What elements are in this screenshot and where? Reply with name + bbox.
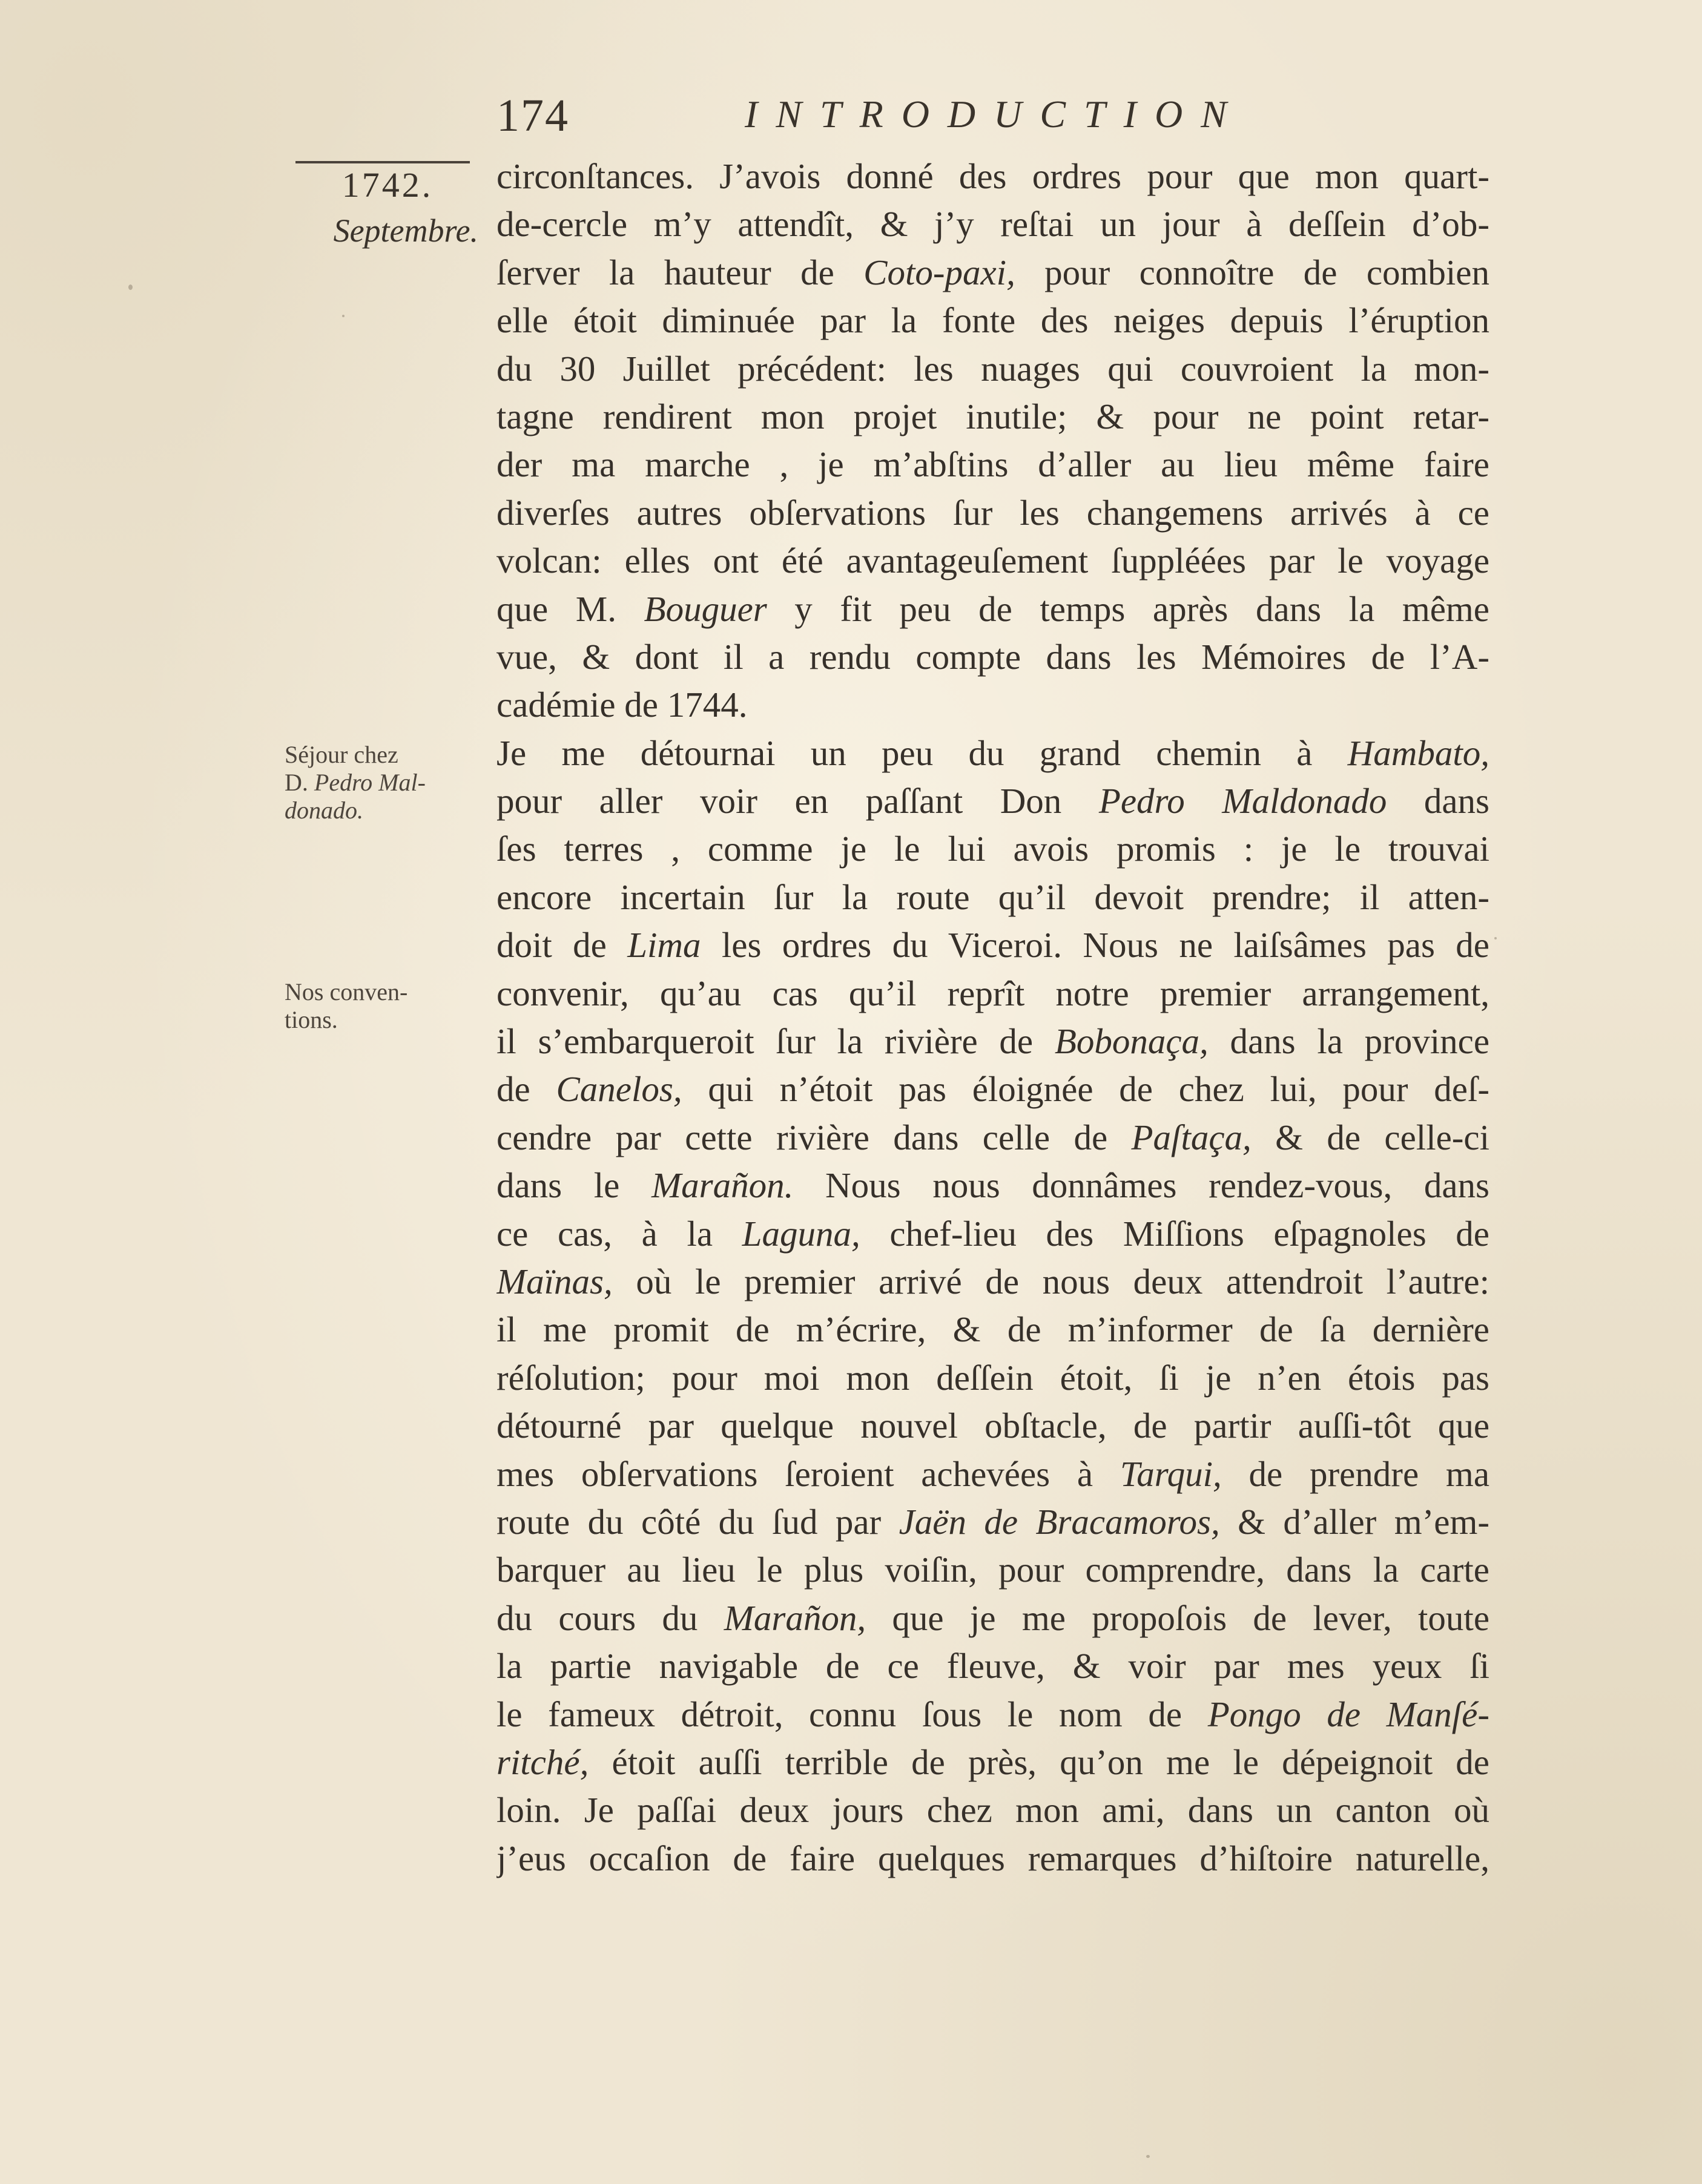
text-line [496, 1786, 1489, 1834]
margin-note-line: Séjour chez [285, 741, 398, 768]
margin-month: Septembre. [333, 212, 478, 249]
text-run: dans la province [1208, 1021, 1489, 1062]
margin-note-line: Nos conven- [285, 978, 408, 1005]
text-line [496, 1018, 1489, 1065]
text-run: il s’embarqueroit ſur la rivière de [496, 1021, 1055, 1062]
text-run: étoit auſſi terrible de près, qu’on me le dépeignoit de [589, 1742, 1489, 1782]
text-run: ſes terres , comme je le lui avois promis : je le trouvai [496, 829, 1489, 869]
italic-text: Pedro Maldonado [1098, 781, 1387, 821]
text-line [496, 1210, 1489, 1258]
margin-note-conventions [285, 978, 478, 1034]
italic-text: Pongo de Manſé- [1207, 1694, 1489, 1734]
text-run: qui n’étoit pas éloignée de chez lui, pour deſ- [682, 1069, 1489, 1110]
text-run: que M. [496, 588, 644, 629]
text-line [496, 1594, 1489, 1642]
text-run: pour connoître de combien [1015, 252, 1489, 292]
margin-rule [295, 161, 470, 163]
text-run: les ordres du Viceroi. Nous ne laiſsâmes pas de [701, 925, 1489, 965]
text-run: loin. Je paſſai deux jours chez mon ami, dans un canton où [496, 1790, 1489, 1830]
margin-note-line [285, 769, 478, 797]
text-line [496, 1738, 1489, 1786]
text-run: diverſes autres obſervations ſur les changemens arrivés à ce [496, 492, 1489, 533]
text-run: circonſtances. J’avois donné des ordres pour que mon quart- [496, 156, 1489, 196]
text-run: dans [1387, 781, 1489, 821]
text-run: mes obſervations ſeroient achevées à [496, 1453, 1120, 1494]
text-run: barquer au lieu le plus voiſin, pour comprendre, dans la carte [496, 1550, 1489, 1590]
page-number: 174 [496, 90, 569, 141]
text-line [496, 681, 1489, 729]
italic-text: Hambato, [1347, 732, 1489, 773]
italic-text: Tarqui, [1120, 1453, 1222, 1494]
margin-note-line: donado. [285, 797, 363, 824]
paper-speck [342, 315, 345, 317]
text-run: vue, & dont il a rendu compte dans les Mémoires de l’A- [496, 636, 1489, 677]
italic-text: Coto-paxi, [863, 252, 1015, 292]
text-run: route du côté du ſud par [496, 1501, 899, 1542]
text-line [496, 1354, 1489, 1402]
text-line [496, 1306, 1489, 1353]
text-line [496, 249, 1489, 297]
text-line [496, 1835, 1489, 1883]
italic-text: Laguna, [742, 1213, 860, 1254]
italic-text: Bouguer [644, 588, 767, 629]
italic-text: Paſtaça, [1131, 1117, 1252, 1157]
italic-text: Lima [627, 925, 701, 965]
text-run: de-cercle m’y attendît, & j’y reſtai un jour à deſſein d’ob- [496, 204, 1489, 245]
text-run: réſolution; pour moi mon deſſein étoit, ſi je n’en étois pas [496, 1357, 1489, 1398]
text-line [496, 1258, 1489, 1306]
text-run: volcan: elles ont été avantageuſement ſuppléées par le voyage [496, 541, 1489, 581]
text-line [496, 585, 1489, 633]
text-run: der ma marche , je m’abſtins d’aller au lieu même faire [496, 444, 1489, 485]
text-run: ce cas, à la [496, 1213, 742, 1254]
text-run: tagne rendirent mon projet inutile; & pour ne point retar- [496, 396, 1489, 436]
paper-speck [1146, 2155, 1150, 2158]
text-line [496, 1402, 1489, 1450]
text-run: la partie navigable de ce fleuve, & voir par mes yeux ſi [496, 1646, 1489, 1686]
text-run: cadémie de 1744. [496, 685, 748, 725]
text-line [496, 297, 1489, 344]
text-line [496, 1642, 1489, 1690]
text-run: de [496, 1069, 556, 1110]
text-line [496, 200, 1489, 248]
text-line [496, 825, 1489, 873]
margin-note-sejour [285, 741, 478, 824]
text-run: Nous nous donnâmes rendez-vous, dans [793, 1165, 1489, 1206]
margin-year: 1742. [341, 165, 434, 205]
text-run: de prendre ma [1221, 1453, 1489, 1494]
text-line [496, 441, 1489, 488]
italic-text: ritché, [496, 1742, 589, 1782]
text-run: que je me propoſois de lever, toute [866, 1597, 1489, 1638]
text-run: il me promit de m’écrire, & de m’informer de ſa dernière [496, 1309, 1489, 1350]
text-run: convenir, qu’au cas qu’il reprît notre premier arrangement, [496, 973, 1489, 1013]
text-line [496, 729, 1489, 777]
text-run: elle étoit diminuée par la fonte des neiges depuis l’éruption [496, 300, 1489, 341]
text-line [496, 1691, 1489, 1738]
text-run: encore incertain ſur la route qu’il devoit prendre; il atten- [496, 877, 1489, 917]
text-run: pour aller voir en paſſant Don [496, 781, 1099, 821]
text-run: détourné par quelque nouvel obſtacle, de partir auſſi-tôt que [496, 1406, 1489, 1446]
running-title: INTRODUCTION [745, 93, 1245, 136]
text-run: j’eus occaſion de faire quelques remarques d’hiſtoire naturelle, [496, 1838, 1489, 1878]
text-line [496, 1162, 1489, 1209]
text-line [496, 1114, 1489, 1162]
text-line [496, 1065, 1489, 1113]
text-run: & de celle-ci [1251, 1117, 1489, 1157]
text-run: cendre par cette rivière dans celle de [496, 1117, 1132, 1157]
text-run: dans le [496, 1165, 651, 1206]
text-run: le fameux détroit, connu ſous le nom de [496, 1694, 1208, 1734]
margin-note-italic: Pedro Mal- [314, 769, 426, 796]
margin-note-line: tions. [285, 1006, 338, 1033]
text-line [496, 393, 1489, 441]
text-run: & d’aller m’em- [1219, 1501, 1489, 1542]
text-line [496, 1546, 1489, 1594]
text-line [496, 873, 1489, 921]
text-line [496, 1450, 1489, 1498]
text-line [496, 345, 1489, 393]
italic-text: Jaën de Bracamoros, [899, 1501, 1220, 1542]
text-line [496, 970, 1489, 1018]
text-run: doit de [496, 925, 628, 965]
italic-text: Marañon, [724, 1597, 866, 1638]
text-line [496, 921, 1489, 969]
text-line [496, 153, 1489, 200]
text-run: chef-lieu des Miſſions eſpagnoles de [860, 1213, 1489, 1254]
text-line [496, 633, 1489, 681]
italic-text: Maïnas, [496, 1261, 613, 1301]
text-run: où le premier arrivé de nous deux attendroit l’autre: [612, 1261, 1489, 1301]
text-line [496, 1498, 1489, 1546]
paper-speck [128, 285, 133, 290]
page-header [496, 90, 1489, 144]
text-line [496, 777, 1489, 825]
text-run: du cours du [496, 1597, 724, 1638]
text-run: Je me détournai un peu du grand chemin à [496, 732, 1348, 773]
italic-text: Bobonaça, [1054, 1021, 1209, 1062]
italic-text: Marañon. [651, 1165, 794, 1206]
body-text [496, 153, 1489, 1883]
text-run: du 30 Juillet précédent: les nuages qui couvroient la mon- [496, 348, 1489, 389]
paper-speck [1494, 937, 1497, 939]
text-run: y fit peu de temps après dans la même [767, 588, 1489, 629]
text-line [496, 489, 1489, 537]
text-run: ſerver la hauteur de [496, 252, 864, 292]
italic-text: Canelos, [556, 1069, 682, 1110]
margin-note-prefix: D. [285, 769, 314, 796]
text-line [496, 537, 1489, 585]
